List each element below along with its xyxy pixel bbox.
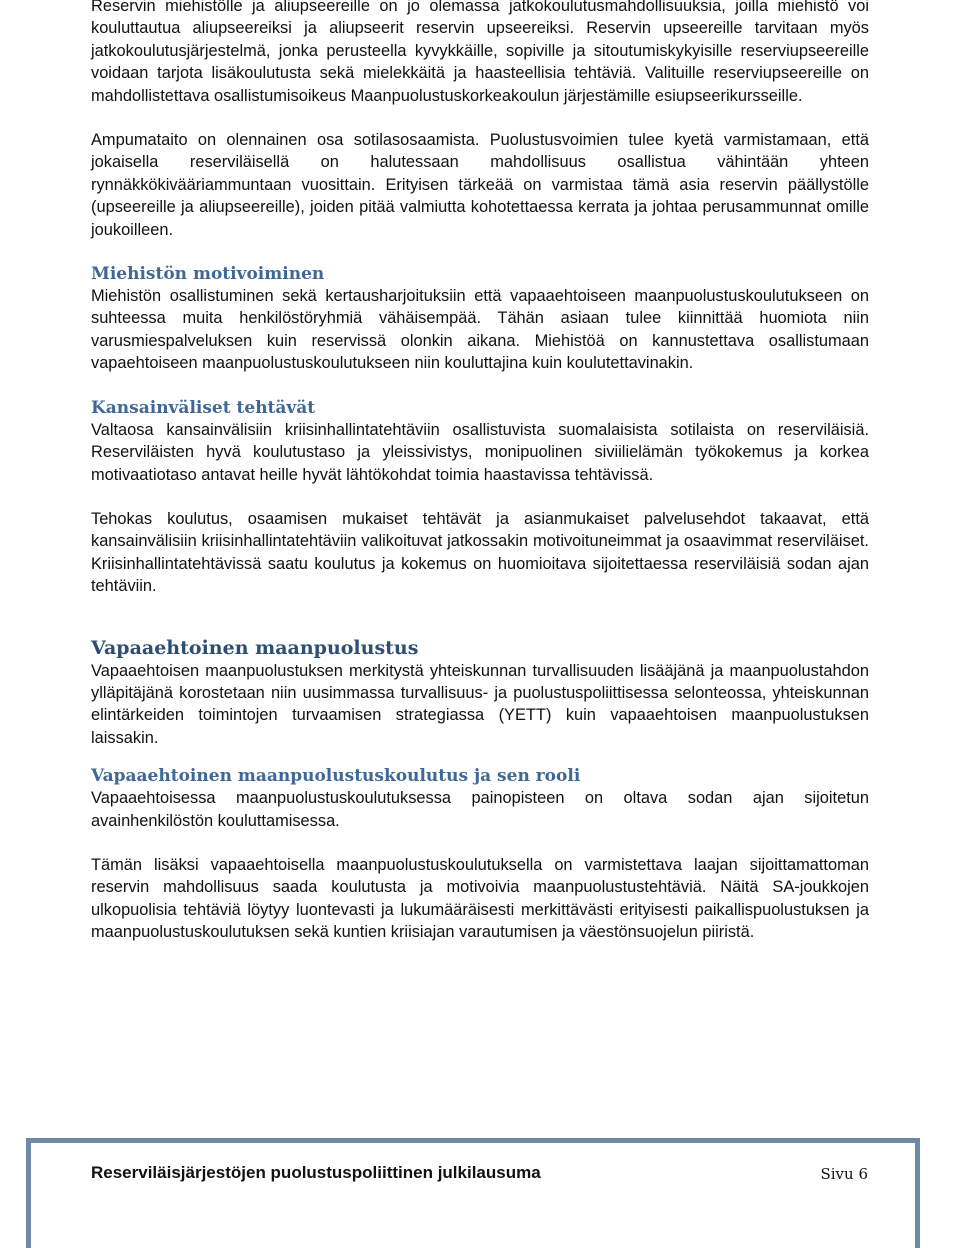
page-number: Sivu 6 bbox=[820, 1165, 868, 1183]
heading-voluntary-defence-training: Vapaaehtoinen maanpuolustuskoulutus ja sen rooli bbox=[91, 766, 581, 787]
paragraph-voluntary-defence: Vapaaehtoisen maanpuolustuksen merkitystä yhteiskunnan turvallisuuden lisääjänä ja maanpuolustahdon ylläpitäjänä korostetaan niin uusimmassa turvallisuus- ja puolustuspoliittisessa selonteossa, yhteiskunnan elintärkeiden toimintojen turvaamisen strategiassa (YETT) kuin vapaaehtoisen maanpuolustuksen laissakin. bbox=[91, 661, 869, 747]
document-body bbox=[91, 0, 869, 944]
heading-crew-motivation: Miehistön motivoiminen bbox=[91, 264, 325, 285]
paragraph-reserve-further-training: Reservin miehistölle ja aliupseereille on jo olemassa jatkokoulutusmahdollisuuksia, joilla miehistö voi kouluttautua aliupseereiksi ja aliupseerit reservin upseereiksi. Reservin upseereille tarvitaan myös jatkokoulutusjärjestelmä, jonka perusteella kyvykkäille, sopiville ja sitoutumiskykyisille reserviupseereille voidaan tarjota lisäkoulutusta sekä mielekkäitä ja haasteellisia tehtäviä. Valituille reserviupseereille on mahdollistettava osallistumisoikeus Maanpuolustuskorkeakoulun järjestämille esiupseerikursseille. bbox=[91, 0, 869, 105]
heading-international-tasks: Kansainväliset tehtävät bbox=[91, 397, 316, 418]
paragraph-unassigned-reserve: Tämän lisäksi vapaaehtoisella maanpuolustuskoulutuksella on varmistettava laajan sijoittamattoman reservin mahdollisuus saada koulutusta ja motivoivia maanpuolustustehtäviä. Näitä SA-joukkojen ulkopuolisia tehtäviä löytyy luontevasti ja lukumääräisesti merkittävästi erityisesti paikallispuolustuksen ja maanpuolustuskoulutuksen sekä kuntien kriisiajan varautumisen ja väestönsuojelun piiristä. bbox=[91, 855, 869, 942]
paragraph-international-tasks: Valtaosa kansainvälisiin kriisinhallintatehtäviin osallistuvista suomalaisista sotilaista on reserviläisiä. Reserviläisten hyvä koulutustaso ja yleissivistys, monipuolinen siviilielämän työkokemus ja korkea motivaatiotaso antavat heille hyvät lähtökohdat toimia haastavissa tehtävissä. bbox=[91, 420, 869, 484]
paragraph-effective-training: Tehokas koulutus, osaamisen mukaiset tehtävät ja asianmukaiset palvelusehdot takaavat, että kansainvälisiin kriisinhallintatehtäviin valikoituvat jatkossakin motivoituneimmat ja osaavimmat reserviläiset. Kriisinhallintatehtävissä saatu koulutus ja kokemus on huomioitava sijoitettaessa reserviläisiä sodan ajan tehtäviin. bbox=[91, 509, 869, 596]
paragraph-shooting-skill: Ampumataito on olennainen osa sotilasosaamista. Puolustusvoimien tulee kyetä varmistamaan, että jokaisella reserviläisellä on halutessaan mahdollisuus osallistua vähintään yhteen rynnäkkökivääriammuntaan vuosittain. Erityisen tärkeää on varmistaa tämä asia reservin päällystölle (upseereille ja aliupseereille), joiden pitää valmiutta kohotettaessa kerrata ja johtaa perusammunnat omille joukoilleen. bbox=[91, 131, 869, 239]
paragraph-training-focus: Vapaaehtoisessa maanpuolustuskoulutuksessa painopisteen on oltava sodan ajan sijoitetun avainhenkilöstön kouluttamisessa. bbox=[91, 789, 869, 830]
footer-title: Reserviläisjärjestöjen puolustuspoliittinen julkilausuma bbox=[91, 1163, 541, 1182]
heading-voluntary-defence: Vapaaehtoinen maanpuolustus bbox=[91, 636, 419, 659]
paragraph-crew-motivation: Miehistön osallistuminen sekä kertausharjoituksiin että vapaaehtoiseen maanpuolustuskoulutukseen on suhteessa muita henkilöstöryhmiä vähäisempää. Tähän asiaan tulee kiinnittää huomiota niin varusmiespalveluksen kuin reservissä olonkin aikana. Miehistöä on kannustettava osallistumaan vapaehtoiseen maanpuolustuskoulutukseen niin kouluttajina kuin koulutettavinakin. bbox=[91, 287, 869, 373]
footer-rule bbox=[26, 1138, 920, 1143]
